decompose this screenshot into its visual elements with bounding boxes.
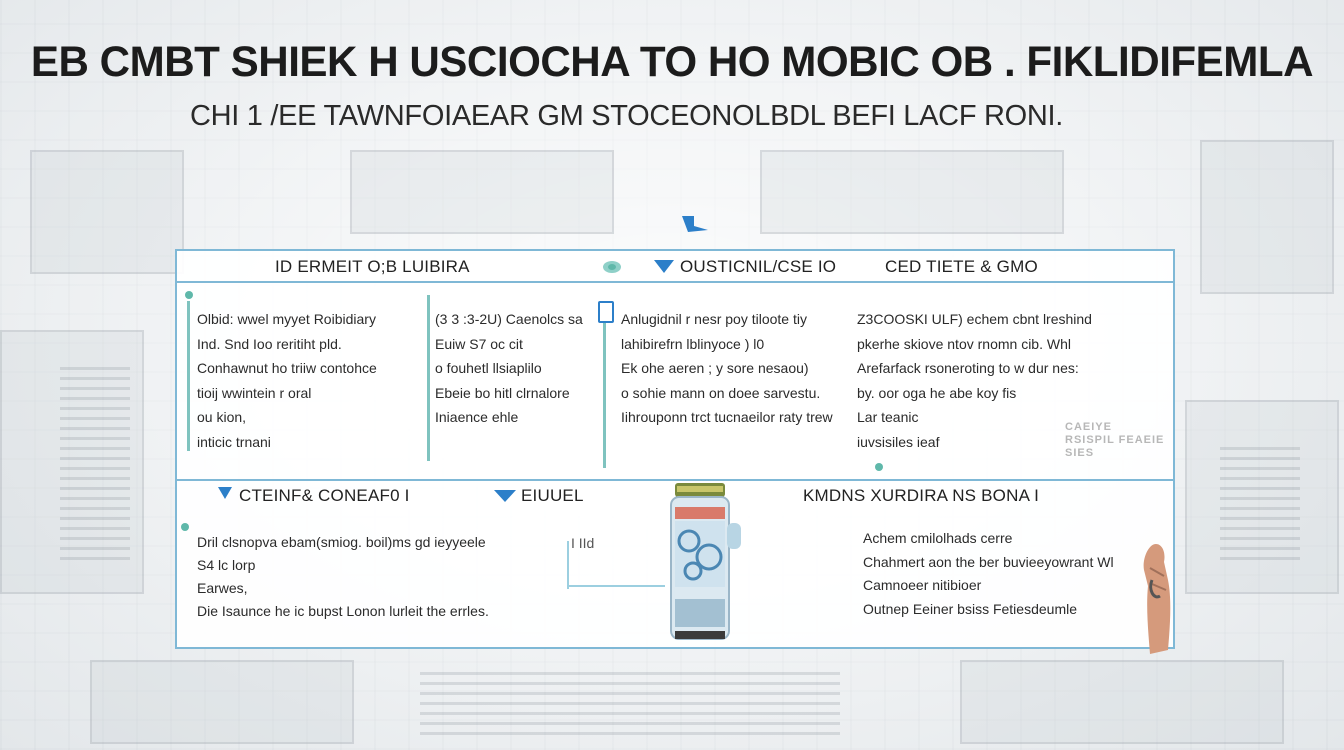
- subheadline: CHI 1 /EE TAWNFOIAEAR GM STOCEONOLBDL BEFI LACF RONI.: [190, 100, 1064, 132]
- blue-chevron-icon: [493, 489, 517, 503]
- column-1-text: Olbid: wwel myyet Roibidiary Ind. Snd Ioo reritiht pld. Conhawnut ho triiw contohce tioij wwintein r oral ou kion, inticic trnani: [197, 311, 377, 450]
- header-col-2: OUSTICNIL/CSE IO: [680, 257, 837, 276]
- tag-icon: [598, 301, 614, 323]
- timeline-bar: [603, 323, 606, 468]
- teal-dot-icon: [185, 291, 193, 299]
- connector-line: [567, 541, 569, 589]
- row-divider: [177, 479, 1173, 481]
- teal-dot-icon: [875, 463, 883, 471]
- column-3-text: Anlugidnil r nesr poy tiloote tiy lahibirefrn lblinyoce ) l0 Ek ohe aeren ; y sore nesaou) o sohie mann on doee sarvestu. Iihrouponn trct tucnaeilor raty trew: [621, 311, 833, 425]
- column-4-text: Z3COOSKI ULF) echem cbnt lreshind pkerhe skiove ntov rnomn cib. Whl Arefarfack rsoneroting to w dur nes: by. oor oga he abe koy fis Lar teanic iuvsisiles ieaf: [857, 311, 1092, 450]
- timeline-bar: [187, 301, 190, 451]
- blue-chevron-icon: [217, 486, 233, 500]
- bottle-illustration: [667, 483, 747, 645]
- blue-chevron-icon: [653, 258, 675, 274]
- column-2-text: (3 3 :3-2U) Caenolcs sa Euiw S7 oc cit o fouhetl llsiaplilo Ebeie bo hitl clrnalore Iniaence ehle: [435, 311, 583, 425]
- mid-tag: I IId: [571, 535, 595, 551]
- bottom-header-col-2: EIUUEL: [521, 486, 584, 505]
- hand-figure-icon: [1138, 540, 1178, 662]
- connector-line: [569, 585, 665, 587]
- watermark-stamp: CAEIYE RSISPIL FEAEIE SIES: [1065, 421, 1165, 459]
- timeline-bar: [427, 295, 430, 461]
- teal-dot-icon: [602, 260, 622, 274]
- header-col-3: CED TIETE & GMO: [885, 257, 1038, 276]
- header-divider: [177, 281, 1173, 283]
- info-panel: [175, 249, 1175, 649]
- bottom-left-text: Dril clsnopva ebam(smiog. boil)ms gd ieyyeele S4 lc lorp Earwes, Die Isaunce he ic bupst Lonon lurleit the errles.: [197, 534, 489, 619]
- bottom-header-col-1: CTEINF& CONEAF0 I: [239, 486, 410, 505]
- bottom-right-text: Achem cmilolhads cerre Chahmert aon the ber buvieeyowrant Wl Camnoeer nitibioer Outnep Eeiner bsiss Fetiesdeumle: [863, 530, 1114, 617]
- pin-marker-icon: [680, 214, 710, 234]
- headline: EB CMBT SHIEK H USCIOCHA TO HO MOBIC OB . FIKLIDIFEMLA: [30, 38, 1314, 86]
- teal-dot-icon: [181, 523, 189, 531]
- header-col-1: ID ERMEIT O;B LUIBIRA: [275, 257, 470, 276]
- bottom-header-col-3: KMDNS XURDIRA NS BONA I: [803, 486, 1040, 505]
